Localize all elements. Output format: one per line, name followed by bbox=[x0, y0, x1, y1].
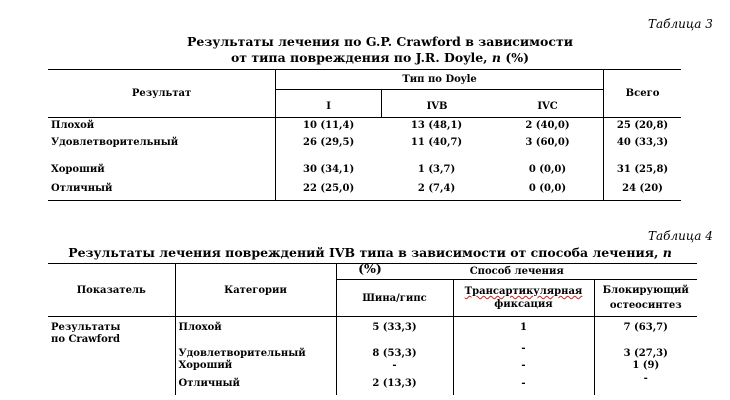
table3-row-name: Плохой bbox=[48, 118, 276, 134]
table3-cell-ivb: 13 (48,1) bbox=[410, 120, 463, 132]
table4-row-category: Отличный bbox=[175, 373, 336, 395]
table3-title-line2: от типа повреждения по J.R. Doyle, n (%) bbox=[230, 50, 530, 65]
table3-cell-total: 40 (33,3) bbox=[604, 134, 681, 151]
table4-cell-splint: 2 (13,3) bbox=[336, 373, 453, 395]
table3-cell-ivc: 0 (0,0) bbox=[528, 182, 567, 194]
table4-cell-trans: 1 bbox=[453, 317, 594, 339]
table3-title bbox=[140, 34, 620, 66]
table4-header-trans bbox=[453, 280, 594, 317]
table3-cell-ivb: 1 (3,7) bbox=[417, 163, 456, 175]
table4-indicator-line2: по Crawford bbox=[51, 334, 121, 345]
table4-row-category: Хороший bbox=[175, 359, 336, 373]
table3-cell-i: 26 (29,5) bbox=[303, 136, 355, 148]
table3 bbox=[48, 69, 681, 201]
table3-row-name: Хороший bbox=[48, 151, 276, 177]
table4-cell-trans: - bbox=[453, 339, 594, 359]
table3-cell-ivb: 2 (7,4) bbox=[417, 182, 456, 194]
table4-cell-splint: 8 (53,3) bbox=[336, 339, 453, 359]
table4-header-indicator: Показатель bbox=[48, 264, 175, 317]
table4-header-block bbox=[594, 280, 697, 317]
table4-header-block-line2: остеосинтез bbox=[609, 300, 682, 311]
table4-indicator-line1: Результаты bbox=[51, 322, 121, 333]
table3-cell-total: 31 (25,8) bbox=[604, 151, 681, 177]
table3-header-ivc: IVC bbox=[537, 101, 558, 112]
table4-header-categories: Категории bbox=[175, 264, 336, 317]
table4-header-trans-line2: фиксация bbox=[494, 299, 553, 310]
table4-title: Результаты лечения повреждений IVB типа в зависимости от способа лечения, n (%) bbox=[68, 245, 672, 276]
table3-cell-i: 22 (25,0) bbox=[303, 182, 355, 194]
table4-row-category: Удовлетворительный bbox=[175, 339, 336, 359]
table3-header-total: Всего bbox=[604, 70, 681, 118]
table4-cell-splint: - bbox=[336, 359, 453, 373]
table3-title-line1: Результаты лечения по G.P. Crawford в зависимости bbox=[187, 34, 573, 49]
table4-cell-trans: - bbox=[453, 359, 594, 373]
table3-cell-ivc: 2 (40,0) bbox=[525, 120, 570, 132]
table3-cell-i: 30 (34,1) bbox=[303, 163, 355, 175]
table4-indicator-cell bbox=[48, 317, 175, 395]
table4-cell-splint: 5 (33,3) bbox=[336, 317, 453, 339]
table3-row bbox=[48, 134, 681, 151]
table3-row bbox=[48, 177, 681, 201]
table4-cell-block: 1 (9) bbox=[632, 360, 660, 371]
table3-cell-ivb: 11 (40,7) bbox=[410, 136, 463, 148]
table4-cell-trans: - bbox=[453, 373, 594, 395]
table3-header-i: I bbox=[276, 90, 382, 117]
table3-row bbox=[48, 151, 681, 177]
table3-cell-ivc: 3 (60,0) bbox=[525, 136, 570, 148]
table3-label: Таблица 3 bbox=[648, 17, 713, 31]
table3-row-name: Отличный bbox=[48, 177, 276, 201]
table4-header-block-line1: Блокирующий bbox=[602, 285, 689, 296]
table4-cell-block: - bbox=[643, 372, 648, 384]
table3-header-result: Результат bbox=[48, 70, 276, 118]
table3-header-type-group: Тип по Doyle bbox=[276, 70, 603, 90]
table4-row bbox=[48, 317, 697, 339]
table4-label: Таблица 4 bbox=[648, 229, 713, 243]
table4 bbox=[48, 263, 697, 395]
table4-row-category: Плохой bbox=[175, 317, 336, 339]
table3-cell-total: 25 (20,8) bbox=[604, 118, 681, 134]
table4-header-splint: Шина/гипс bbox=[336, 280, 453, 317]
table3-cell-total: 24 (20) bbox=[604, 177, 681, 201]
table4-cell-block: 3 (27,3) bbox=[623, 347, 668, 359]
table3-row bbox=[48, 118, 681, 134]
table4-cell-block: 7 (63,7) bbox=[623, 322, 668, 334]
table4-header-method-group: Способ лечения bbox=[336, 264, 697, 280]
table3-row-name: Удовлетворительный bbox=[48, 134, 276, 151]
table4-header-trans-line1: Трансартикулярная bbox=[464, 286, 583, 297]
table3-cell-ivc: 0 (0,0) bbox=[528, 163, 567, 175]
table3-header-ivb: IVB bbox=[426, 101, 448, 112]
table3-cell-i: 10 (11,4) bbox=[303, 120, 355, 132]
